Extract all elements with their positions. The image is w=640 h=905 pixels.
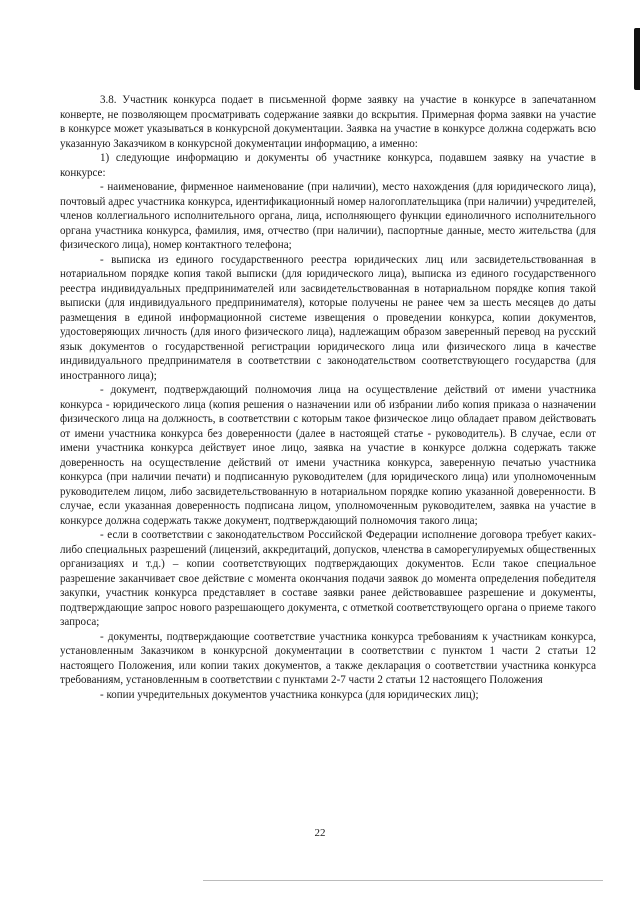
body-text	[60, 93, 596, 702]
paragraph-founding-documents: - копии учредительных документов участника конкурса (для юридических лиц);	[100, 688, 479, 701]
paragraph-special-permits: - если в соответствии с законодательством Российской Федерации исполнение договора требует каких-либо специальных разрешений (лицензий, аккредитаций, допусков, членства в саморегулируемых общественных организациях и т.д.) – копии соответствующих подтверждающих документов. Если такое специальное разрешение заканчивает свое действие с момента окончания подачи заявок до момента определения победителя закупки, участник конкурса представляет в составе заявки ранее действовавшее разрешение и документы, подтверждающие запрос нового разрешающего документа, с отметкой соответствующего органа о приеме такого запроса;	[60, 529, 596, 628]
paragraph-item-1: 1) следующие информацию и документы об участнике конкурса, подавшем заявку на участие в конкурсе:	[60, 152, 596, 179]
paragraph-registry-extract: - выписка из единого государственного реестра юридических лиц или засвидетельствованная в нотариальном порядке копия такой выписки (для юридического лица), выписка из единого государственного реестра индивидуальных предпринимателей или засвидетельствованная в нотариальном порядке копия такой выписки (для индивидуального предпринимателя), которые получены не ранее чем за шесть месяцев до даты размещения в единой информационной системе извещения о проведении конкурса, копии документов, удостоверяющих личность (для иного физического лица), надлежащим образом заверенный перевод на русский язык документов о государственной регистрации юридического лица или физического лица в качестве индивидуального предпринимателя в соответствии с законодательством соответствующего государства (для иностранного лица);	[60, 253, 596, 382]
page-number: 22	[314, 827, 326, 839]
scan-bottom-line	[203, 880, 603, 881]
paragraph-compliance-documents: - документы, подтверждающие соответствие участника конкурса требованиям к участникам конкурса, установленным Заказчиком в конкурсной документации в соответствии с пунктом 1 части 2 статьи 12 настоящего Положения, или копии таких документов, а также декларация о соответствии участника конкурса требованиям, установленным в соответствии с пунктами 2-7 части 2 статьи 12 настоящего Положения	[60, 630, 596, 686]
paragraph-authority-document: - документ, подтверждающий полномочия лица на осуществление действий от имени участника конкурса - юридического лица (копия решения о назначении или об избрании либо копия приказа о назначении физического лица на должность, в соответствии с которым такое физическое лицо обладает правом действовать от имени участника конкурса без доверенности (далее в настоящей статье - руководитель). В случае, если от имени участника конкурса действует иное лицо, заявка на участие в конкурсе должна содержать также доверенность на осуществление действий от имени участника конкурса, заверенную печатью участника конкурса (при наличии печати) и подписанную руководителем (для юридического лица) или уполномоченным руководителем лицом, либо засвидетельствованную в нотариальном порядке копию указанной доверенности. В случае, если указанная доверенность подписана лицом, уполномоченным руководителем, заявка на участие в конкурсе должна содержать также документ, подтверждающий полномочия такого лица;	[60, 384, 596, 527]
paragraph-name-and-address: - наименование, фирменное наименование (при наличии), место нахождения (для юридического лица), почтовый адрес участника конкурса, идентификационный номер налогоплательщика (при наличии) учредителей, членов коллегиального исполнительного органа, лица, исполняющего функции единоличного исполнительного органа участника конкурса, фамилия, имя, отчество (при наличии), паспортные данные, место жительства (для физического лица), номер контактного телефона;	[60, 181, 596, 251]
scan-edge-mark	[634, 28, 640, 90]
paragraph-3-8: 3.8. Участник конкурса подает в письменной форме заявку на участие в конкурсе в запечатанном конверте, не позволяющем просматривать содержание заявки до вскрытия. Примерная форма заявки на участие в конкурсе может указываться в конкурсной документации. Заявка на участие в конкурсе должна содержать всю указанную Заказчиком в конкурсной документации информацию, а именно:	[60, 94, 596, 150]
